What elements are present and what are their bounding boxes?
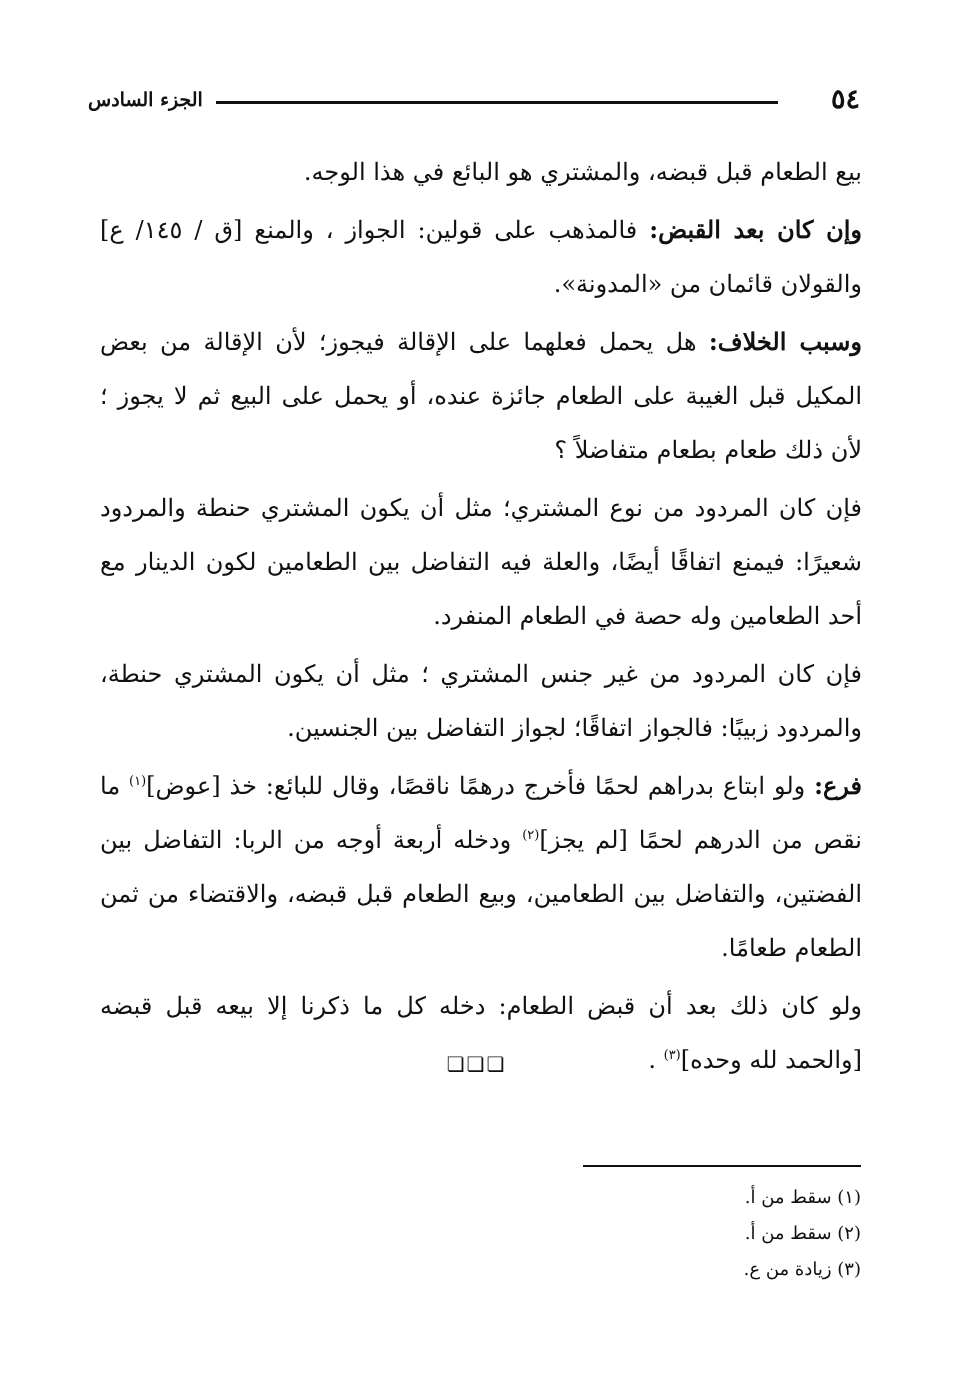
page-header [88, 82, 860, 118]
header-rule [216, 101, 778, 104]
page-number: ٥٤ [830, 84, 860, 115]
paragraph-text: ودخله أربعة أوجه من الربا: التفاضل بين الفضتين، والتفاضل بين الطعامين، وبيع الطعام قبل قبضه، والاقتضاء من ثمن الطعام طعامًا. [100, 826, 862, 962]
paragraph-3 [100, 315, 862, 477]
footnote-ref-1: (١) [129, 774, 147, 789]
footnote-ref-2: (٢) [522, 828, 540, 843]
paragraph-text: . [648, 1046, 664, 1074]
paragraph-1 [100, 145, 862, 199]
paragraph-5 [100, 647, 862, 755]
paragraph-4 [100, 481, 862, 643]
paragraph-lead: وإن كان بعد القبض: [649, 215, 862, 244]
paragraph-text: ما نقص من الدرهم لحمًا [لم يجز] [100, 772, 862, 854]
paragraph-2 [100, 203, 862, 311]
footnote-ref-3: (٣) [663, 1048, 681, 1063]
paragraph-text: بيع الطعام قبل قبضه، والمشتري هو البائع في هذا الوجه. [303, 158, 862, 186]
paragraph-text: ولو كان ذلك بعد أن قبض الطعام: دخله كل ما ذكرنا إلا بيعه قبل قبضه [والحمد لله وحده] [100, 992, 862, 1074]
footnotes [461, 1180, 861, 1288]
paragraph-text: ولو ابتاع بدراهم لحمًا فأخرج درهمًا ناقصًا، وقال للبائع: خذ [عوض] [146, 772, 815, 800]
paragraph-text: فإن كان المردود من نوع المشتري؛ مثل أن يكون المشتري حنطة والمردود شعيرًا: فيمنع اتفاقًا أيضًا، والعلة فيه التفاضل بين الطعامين لكون الدينار مع أحد الطعامين وله حصة في الطعام المنفرد. [100, 494, 862, 630]
section-end-ornament: ❏❏❏ [446, 1052, 507, 1076]
paragraph-text: فإن كان المردود من غير جنس المشتري ؛ مثل أن يكون المشتري حنطة، والمردود زبيبًا: فالجواز اتفاقًا؛ لجواز التفاضل بين الجنسين. [100, 660, 862, 742]
footnote-2: (٢) سقط من أ. [744, 1223, 861, 1244]
main-text [100, 145, 862, 1091]
running-head: الجزء السادس [88, 89, 203, 111]
paragraph-text: فالمذهب على قولين: الجواز ، والمنع [ق / ١٤٥/ ع] والقولان قائمان من «المدونة». [100, 216, 862, 298]
paragraph-far [100, 759, 862, 975]
paragraph-lead: فرع: [814, 771, 863, 800]
footnote-rule [583, 1165, 861, 1167]
footnote-3: (٣) زيادة من ع. [743, 1259, 861, 1280]
footnote-1: (١) سقط من أ. [744, 1187, 861, 1208]
paragraph-text: هل يحمل فعلهما على الإقالة فيجوز؛ لأن الإقالة من بعض المكيل قبل الغيبة على الطعام جائزة عنده، أو يحمل على البيع ثم لا يجوز ؛ لأن ذلك طعام بطعام متفاضلاً ؟ [100, 328, 862, 464]
paragraph-lead: وسبب الخلاف: [708, 327, 862, 356]
